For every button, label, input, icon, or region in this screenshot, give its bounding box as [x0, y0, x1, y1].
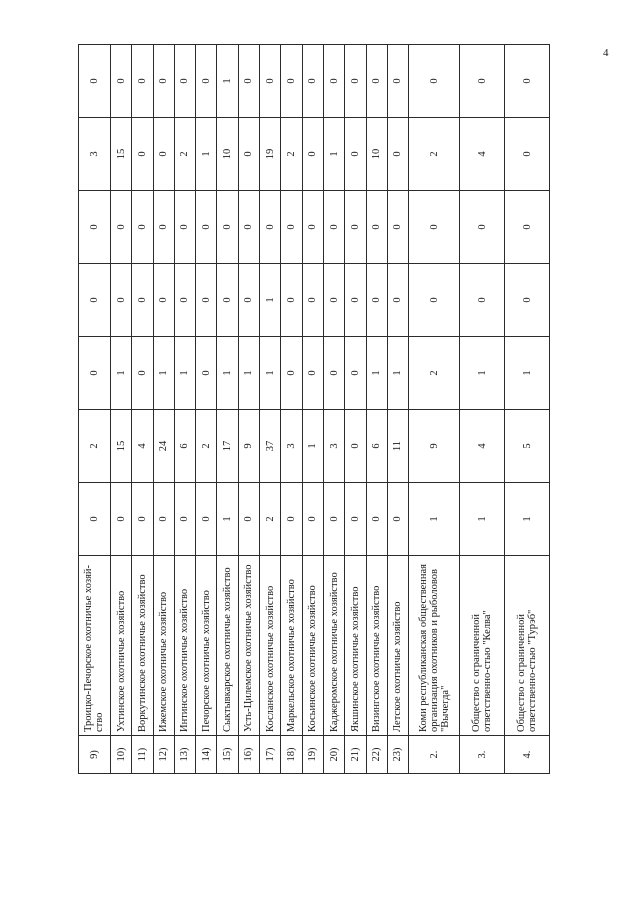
value-cell: 0 — [366, 45, 387, 118]
value-cell: 0 — [238, 45, 259, 118]
value-cell: 0 — [281, 483, 302, 556]
value-cell: 0 — [505, 45, 550, 118]
value-cell: 0 — [79, 483, 111, 556]
value-cell: 1 — [302, 410, 323, 483]
value-cell: 0 — [174, 45, 195, 118]
value-cell: 0 — [110, 264, 131, 337]
value-cell: 0 — [409, 45, 460, 118]
table-row — [79, 45, 111, 774]
table-row — [153, 45, 174, 774]
value-cell: 3 — [323, 410, 344, 483]
value-cell: 0 — [323, 483, 344, 556]
row-number: 13) — [174, 736, 195, 774]
table-row — [387, 45, 408, 774]
table-row — [302, 45, 323, 774]
value-cell: 2 — [281, 118, 302, 191]
value-cell: 1 — [505, 337, 550, 410]
table-row — [260, 45, 281, 774]
value-cell: 0 — [302, 264, 323, 337]
value-cell: 10 — [366, 118, 387, 191]
row-number: 21) — [345, 736, 366, 774]
row-number: 19) — [302, 736, 323, 774]
row-name: Ижемское охотничье хозяйство — [153, 556, 174, 736]
row-name: Воркутинское охотничье хозяйство — [132, 556, 153, 736]
value-cell: 1 — [153, 337, 174, 410]
value-cell: 0 — [174, 191, 195, 264]
value-cell: 0 — [366, 191, 387, 264]
value-cell: 0 — [196, 483, 217, 556]
row-number: 16) — [238, 736, 259, 774]
value-cell: 0 — [281, 337, 302, 410]
value-cell: 0 — [387, 483, 408, 556]
row-name: Сыктывкарское охотничье хозяйство — [217, 556, 238, 736]
rotated-table-area — [78, 44, 550, 774]
value-cell: 0 — [387, 45, 408, 118]
row-name: Усть-Цилемское охотничье хозяйство — [238, 556, 259, 736]
value-cell: 0 — [460, 45, 505, 118]
table-row — [505, 45, 550, 774]
value-cell: 0 — [238, 483, 259, 556]
row-number: 14) — [196, 736, 217, 774]
row-number: 18) — [281, 736, 302, 774]
value-cell: 0 — [196, 191, 217, 264]
value-cell: 1 — [196, 118, 217, 191]
value-cell: 0 — [79, 45, 111, 118]
value-cell: 0 — [79, 337, 111, 410]
value-cell: 1 — [174, 337, 195, 410]
row-number: 22) — [366, 736, 387, 774]
row-number: 12) — [153, 736, 174, 774]
table-row — [366, 45, 387, 774]
value-cell: 1 — [323, 118, 344, 191]
value-cell: 0 — [281, 45, 302, 118]
value-cell: 0 — [345, 264, 366, 337]
value-cell: 1 — [110, 337, 131, 410]
row-number: 23) — [387, 736, 408, 774]
row-name: Маркельское охотничье хозяйство — [281, 556, 302, 736]
value-cell: 0 — [345, 337, 366, 410]
value-cell: 0 — [345, 191, 366, 264]
value-cell: 11 — [387, 410, 408, 483]
value-cell: 0 — [302, 191, 323, 264]
value-cell: 0 — [132, 191, 153, 264]
value-cell: 0 — [260, 191, 281, 264]
value-cell: 15 — [110, 410, 131, 483]
value-cell: 10 — [217, 118, 238, 191]
value-cell: 1 — [366, 337, 387, 410]
value-cell: 4 — [132, 410, 153, 483]
value-cell: 0 — [460, 264, 505, 337]
value-cell: 1 — [387, 337, 408, 410]
value-cell: 0 — [281, 264, 302, 337]
value-cell: 0 — [323, 337, 344, 410]
value-cell: 2 — [196, 410, 217, 483]
table-row — [132, 45, 153, 774]
value-cell: 0 — [505, 118, 550, 191]
table-body — [79, 45, 550, 774]
value-cell: 0 — [323, 45, 344, 118]
value-cell: 0 — [217, 264, 238, 337]
value-cell: 2 — [79, 410, 111, 483]
table-row — [196, 45, 217, 774]
value-cell: 0 — [196, 264, 217, 337]
value-cell: 9 — [409, 410, 460, 483]
row-name: Летское охотничье хозяйство — [387, 556, 408, 736]
value-cell: 15 — [110, 118, 131, 191]
row-name: Общество с ограниченной ответственно-стью "Турэб" — [505, 556, 550, 736]
value-cell: 0 — [110, 45, 131, 118]
row-name: Косьинское охотничье хозяйство — [302, 556, 323, 736]
value-cell: 0 — [132, 118, 153, 191]
value-cell: 0 — [132, 45, 153, 118]
value-cell: 0 — [238, 118, 259, 191]
row-number: 2. — [409, 736, 460, 774]
page-number: 4 — [603, 47, 609, 59]
value-cell: 0 — [345, 118, 366, 191]
row-name: Коми республиканская общественная организация охотников и рыболовов "Вычегда" — [409, 556, 460, 736]
value-cell: 0 — [174, 264, 195, 337]
value-cell: 17 — [217, 410, 238, 483]
table-row — [281, 45, 302, 774]
value-cell: 0 — [345, 45, 366, 118]
table-row — [217, 45, 238, 774]
value-cell: 0 — [387, 264, 408, 337]
table-row — [345, 45, 366, 774]
value-cell: 0 — [196, 337, 217, 410]
value-cell: 0 — [132, 483, 153, 556]
row-number: 4. — [505, 736, 550, 774]
value-cell: 0 — [505, 191, 550, 264]
value-cell: 0 — [302, 45, 323, 118]
value-cell: 0 — [387, 191, 408, 264]
value-cell: 9 — [238, 410, 259, 483]
value-cell: 0 — [153, 45, 174, 118]
value-cell: 1 — [460, 337, 505, 410]
value-cell: 0 — [217, 191, 238, 264]
value-cell: 2 — [409, 337, 460, 410]
value-cell: 1 — [217, 337, 238, 410]
value-cell: 3 — [281, 410, 302, 483]
value-cell: 0 — [79, 191, 111, 264]
row-name: Общество с ограниченной ответственно-стью "Келва" — [460, 556, 505, 736]
value-cell: 0 — [345, 483, 366, 556]
table-row — [409, 45, 460, 774]
value-cell: 37 — [260, 410, 281, 483]
table-row — [323, 45, 344, 774]
value-cell: 1 — [505, 483, 550, 556]
value-cell: 0 — [110, 483, 131, 556]
value-cell: 0 — [323, 191, 344, 264]
value-cell: 0 — [281, 191, 302, 264]
row-number: 3. — [460, 736, 505, 774]
value-cell: 0 — [174, 483, 195, 556]
row-name: Троицко-Печорское охотничье хозяй-ство — [79, 556, 111, 736]
value-cell: 0 — [366, 264, 387, 337]
value-cell: 1 — [217, 45, 238, 118]
value-cell: 0 — [302, 337, 323, 410]
value-cell: 0 — [110, 191, 131, 264]
value-cell: 0 — [132, 337, 153, 410]
value-cell: 6 — [174, 410, 195, 483]
row-name: Печорское охотничье хозяйство — [196, 556, 217, 736]
value-cell: 0 — [260, 45, 281, 118]
value-cell: 1 — [260, 337, 281, 410]
value-cell: 0 — [323, 264, 344, 337]
row-name: Интинское охотничье хозяйство — [174, 556, 195, 736]
value-cell: 24 — [153, 410, 174, 483]
value-cell: 0 — [409, 264, 460, 337]
table-row — [238, 45, 259, 774]
value-cell: 1 — [238, 337, 259, 410]
row-name: Визингское охотничье хозяйство — [366, 556, 387, 736]
value-cell: 0 — [153, 483, 174, 556]
value-cell: 1 — [460, 483, 505, 556]
row-number: 10) — [110, 736, 131, 774]
table-row — [174, 45, 195, 774]
hunting-farms-table — [78, 44, 550, 774]
value-cell: 4 — [460, 410, 505, 483]
value-cell: 1 — [260, 264, 281, 337]
table-frame — [78, 44, 550, 774]
value-cell: 0 — [387, 118, 408, 191]
value-cell: 0 — [409, 191, 460, 264]
value-cell: 2 — [260, 483, 281, 556]
row-number: 9) — [79, 736, 111, 774]
row-number: 15) — [217, 736, 238, 774]
value-cell: 2 — [409, 118, 460, 191]
value-cell: 0 — [302, 483, 323, 556]
value-cell: 2 — [174, 118, 195, 191]
value-cell: 0 — [345, 410, 366, 483]
value-cell: 4 — [460, 118, 505, 191]
value-cell: 0 — [366, 483, 387, 556]
row-name: Косланское охотничье хозяйство — [260, 556, 281, 736]
row-name: Якшинское охотничье хозяйство — [345, 556, 366, 736]
value-cell: 0 — [79, 264, 111, 337]
value-cell: 0 — [238, 191, 259, 264]
value-cell: 0 — [460, 191, 505, 264]
value-cell: 0 — [238, 264, 259, 337]
table-row — [110, 45, 131, 774]
value-cell: 0 — [505, 264, 550, 337]
value-cell: 1 — [409, 483, 460, 556]
row-name: Ухтинское охотничье хозяйство — [110, 556, 131, 736]
value-cell: 1 — [217, 483, 238, 556]
value-cell: 19 — [260, 118, 281, 191]
value-cell: 6 — [366, 410, 387, 483]
value-cell: 0 — [302, 118, 323, 191]
value-cell: 0 — [153, 191, 174, 264]
row-number: 20) — [323, 736, 344, 774]
value-cell: 3 — [79, 118, 111, 191]
value-cell: 5 — [505, 410, 550, 483]
value-cell: 0 — [153, 264, 174, 337]
table-row — [460, 45, 505, 774]
row-name: Каджеромское охотничье хозяйство — [323, 556, 344, 736]
value-cell: 0 — [132, 264, 153, 337]
value-cell: 0 — [153, 118, 174, 191]
row-number: 17) — [260, 736, 281, 774]
row-number: 11) — [132, 736, 153, 774]
value-cell: 0 — [196, 45, 217, 118]
